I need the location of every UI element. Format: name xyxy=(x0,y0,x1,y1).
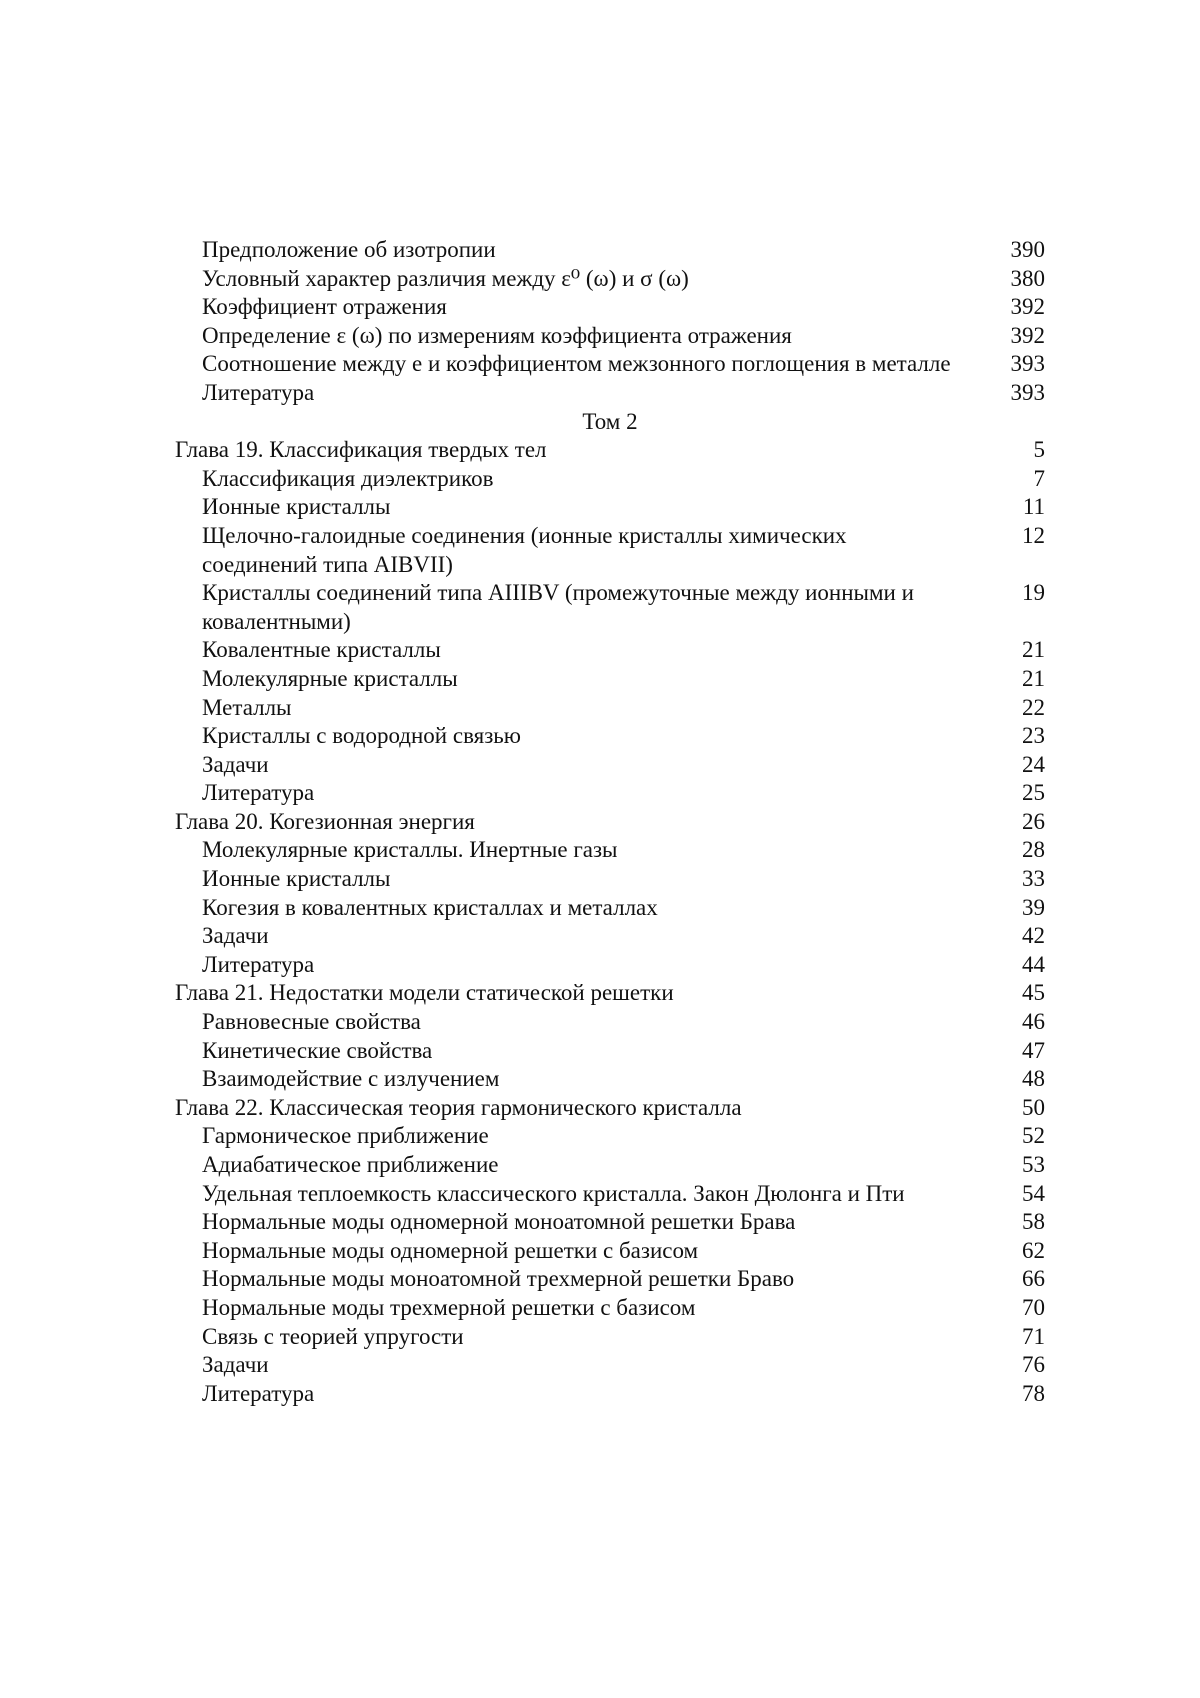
toc-entry-title: Классификация диэлектриков xyxy=(202,465,494,491)
toc-entry-title: Задачи xyxy=(202,923,269,949)
toc-entry-title: Щелочно-галоидные соединения (ионные кристаллы химических соединений типа AIBVII) xyxy=(202,522,847,577)
toc-section-row xyxy=(175,694,1045,723)
toc-entry-title: Задачи xyxy=(202,1352,269,1378)
toc-page-number: 11 xyxy=(1022,494,1045,520)
toc-entry-title: Адиабатическое приближение xyxy=(202,1152,499,1177)
toc-section-row xyxy=(175,1208,1045,1237)
toc-page-number: 39 xyxy=(1022,894,1045,920)
toc-entry-title: Глава 19. Классификация твердых тел xyxy=(175,437,547,463)
toc-section-row xyxy=(175,1008,1045,1037)
toc-entry-title: Нормальные моды моноатомной трехмерной решетки Браво xyxy=(202,1266,795,1292)
toc-page-number: 47 xyxy=(1022,1037,1045,1063)
toc-entry-title: Глава 21. Недостатки модели статической решетки xyxy=(175,980,674,1006)
toc-entry-title: Глава 22. Классическая теория гармонического кристалла xyxy=(175,1094,742,1120)
toc-section-row xyxy=(175,636,1045,665)
toc-section-row xyxy=(175,779,1045,808)
toc-entry-title: Соотношение между е и коэффициентом межзонного поглощения в металле xyxy=(202,351,951,377)
toc-entry-title: Ионные кристаллы xyxy=(202,866,391,892)
toc-entry-title: Глава 20. Когезионная энергия xyxy=(175,808,475,834)
toc-page-number: 44 xyxy=(1022,951,1045,977)
toc-section-row xyxy=(175,951,1045,980)
toc-page-number: 21 xyxy=(1022,637,1045,663)
toc-entry-title: Молекулярные кристаллы xyxy=(202,665,458,691)
toc-section-row xyxy=(175,1380,1045,1409)
toc-section-row xyxy=(175,1265,1045,1294)
toc-section-row xyxy=(175,236,1045,265)
toc-entry-title: Предположение об изотропии xyxy=(202,237,496,262)
toc-entry-title: Молекулярные кристаллы. Инертные газы xyxy=(202,837,618,863)
toc-entry-title: Литература xyxy=(202,780,315,806)
toc-section-row xyxy=(175,1122,1045,1151)
toc-section-row xyxy=(175,1351,1045,1380)
toc-page-number: 53 xyxy=(1022,1152,1045,1177)
toc-page-number: 5 xyxy=(1033,437,1045,463)
toc-page-number: 45 xyxy=(1022,980,1045,1006)
toc-section-row xyxy=(175,1065,1045,1094)
toc-section-row xyxy=(175,579,1045,636)
toc-entry-title: Кинетические свойства xyxy=(202,1037,433,1063)
toc-entry-title: Задачи xyxy=(202,751,269,777)
toc-section-row xyxy=(175,1151,1045,1180)
toc-entry-title: Металлы xyxy=(202,694,292,720)
toc-section-row xyxy=(175,1294,1045,1323)
toc-chapter-row xyxy=(175,808,1045,837)
toc-page-number: 50 xyxy=(1022,1094,1045,1120)
toc-entry-title: Кристаллы с водородной связью xyxy=(202,723,521,749)
toc-section-row xyxy=(175,1323,1045,1352)
toc-section-row xyxy=(175,379,1045,408)
toc-entry-title: Определение ε (ω) по измерениям коэффициента отражения xyxy=(202,322,792,348)
toc-section-row xyxy=(175,265,1045,294)
toc-section-row xyxy=(175,465,1045,494)
toc-chapter-row xyxy=(175,979,1045,1008)
toc-section-row xyxy=(175,722,1045,751)
toc-entry-title: Условный характер различия между ε⁰ (ω) и σ (ω) xyxy=(202,265,689,291)
toc-entry-title: Удельная теплоемкость классического кристалла. Закон Дюлонга и Пти xyxy=(202,1180,905,1206)
toc-page-number: 62 xyxy=(1022,1237,1045,1263)
toc-entry-title: Том 2 xyxy=(582,408,638,434)
toc-page-number: 42 xyxy=(1022,923,1045,949)
toc-page-number: 66 xyxy=(1022,1266,1045,1292)
toc-page-number: 58 xyxy=(1022,1209,1045,1235)
toc-chapter-row xyxy=(175,436,1045,465)
toc-page-number: 24 xyxy=(1022,751,1045,777)
toc-page-number: 76 xyxy=(1022,1352,1045,1378)
toc-page-number: 393 xyxy=(1010,351,1045,377)
toc-entry-title: Ковалентные кристаллы xyxy=(202,637,441,663)
toc-page-number: 390 xyxy=(1010,237,1045,262)
toc-page-number: 21 xyxy=(1022,665,1045,691)
toc-page-number: 52 xyxy=(1022,1123,1045,1149)
toc-page-number: 25 xyxy=(1022,780,1045,806)
toc-page-number: 23 xyxy=(1022,723,1045,749)
toc-entry-title: Коэффициент отражения xyxy=(202,294,447,320)
toc-section-row xyxy=(175,322,1045,351)
toc-section-row xyxy=(175,922,1045,951)
toc-page-number: 392 xyxy=(1010,322,1045,348)
toc-page-number: 54 xyxy=(1022,1180,1045,1206)
toc-entry-title: Кристаллы соединений типа AIIIBV (промежуточные между ионными и ковалентными) xyxy=(202,580,914,634)
toc-page-number: 22 xyxy=(1022,694,1045,720)
toc-section-row xyxy=(175,865,1045,894)
toc-page-number: 380 xyxy=(1010,265,1045,291)
toc-section-row xyxy=(175,1180,1045,1209)
toc-entry-title: Гармоническое приближение xyxy=(202,1123,489,1149)
toc-page-number: 7 xyxy=(1033,465,1045,491)
toc-entry-title: Нормальные моды одномерной решетки с базисом xyxy=(202,1237,699,1263)
toc-entry-title: Нормальные моды трехмерной решетки с базисом xyxy=(202,1294,696,1320)
toc-page-number: 393 xyxy=(1010,379,1045,405)
toc-page-number: 46 xyxy=(1022,1009,1045,1035)
toc-page-number: 48 xyxy=(1022,1066,1045,1092)
toc-section-row xyxy=(175,522,1045,579)
toc-entry-title: Литература xyxy=(202,951,315,977)
toc-entry-title: Нормальные моды одномерной моноатомной решетки Брава xyxy=(202,1209,796,1235)
toc-page-number: 71 xyxy=(1022,1323,1045,1349)
toc-entry-title: Взаимодействие с излучением xyxy=(202,1066,500,1092)
toc-entry-title: Равновесные свойства xyxy=(202,1009,421,1035)
toc-page-number: 33 xyxy=(1022,866,1045,892)
toc-section-row xyxy=(175,1237,1045,1266)
toc-page-number: 392 xyxy=(1010,294,1045,320)
toc-section-row xyxy=(175,665,1045,694)
toc-section-row xyxy=(175,293,1045,322)
toc-page-number: 70 xyxy=(1022,1294,1045,1320)
toc-chapter-row xyxy=(175,1094,1045,1123)
toc-section-row xyxy=(175,350,1045,379)
toc-page-number: 28 xyxy=(1022,837,1045,863)
toc-page-number: 19 xyxy=(1022,580,1045,606)
toc-section-row xyxy=(175,1037,1045,1066)
toc-entry-title: Ионные кристаллы xyxy=(202,494,391,520)
toc-volume-heading xyxy=(175,408,1045,437)
table-of-contents xyxy=(175,236,1045,1408)
toc-page-number: 12 xyxy=(1022,522,1045,548)
toc-entry-title: Связь с теорией упругости xyxy=(202,1323,464,1349)
toc-page-number: 26 xyxy=(1022,808,1045,834)
toc-page-number: 78 xyxy=(1022,1380,1045,1406)
toc-section-row xyxy=(175,493,1045,522)
toc-entry-title: Когезия в ковалентных кристаллах и металлах xyxy=(202,894,658,920)
toc-section-row xyxy=(175,894,1045,923)
toc-entry-title: Литература xyxy=(202,379,315,405)
toc-entry-title: Литература xyxy=(202,1380,315,1406)
toc-section-row xyxy=(175,751,1045,780)
toc-section-row xyxy=(175,836,1045,865)
